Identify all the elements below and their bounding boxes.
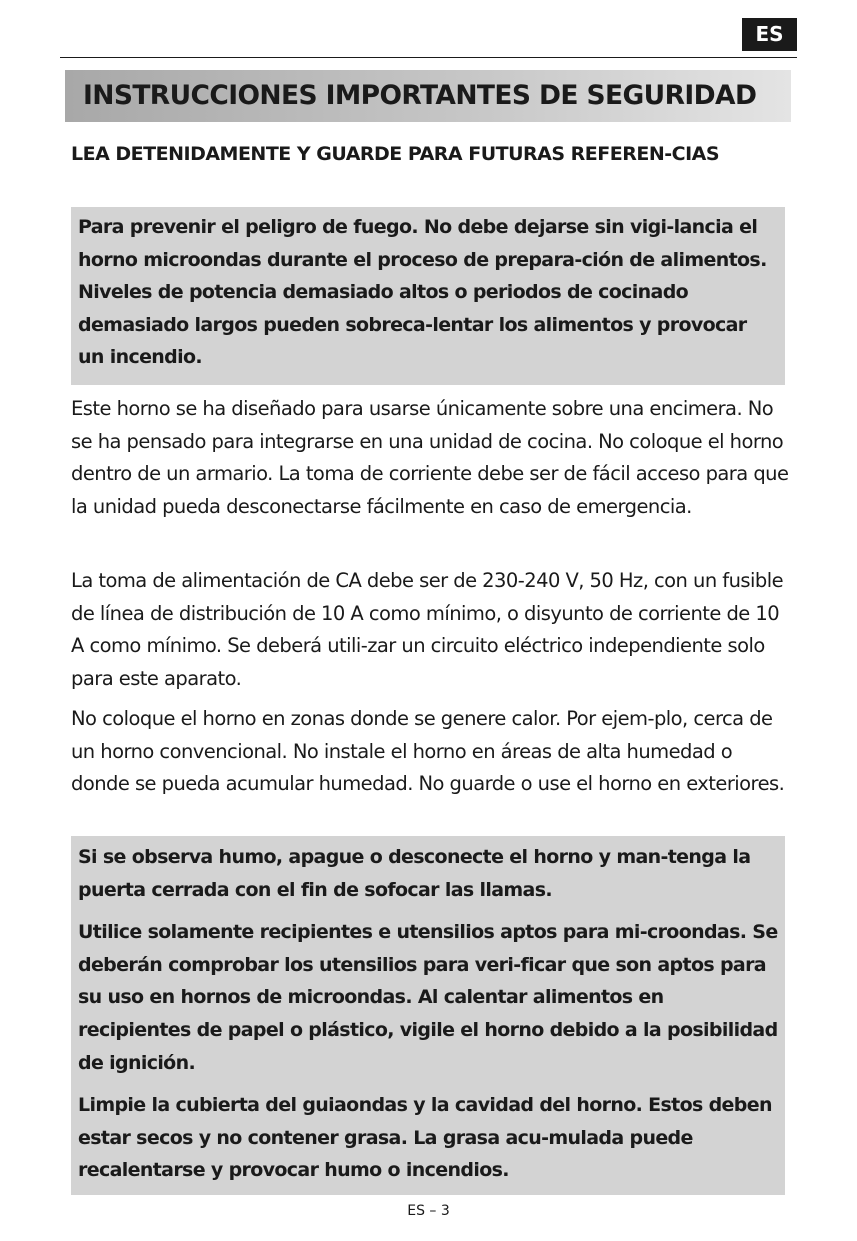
installation-paragraph bbox=[71, 393, 789, 523]
location-paragraph bbox=[71, 703, 789, 801]
paragraph-location: No coloque el horno en zonas donde se genere calor. Por ejem-plo, cerca de un horno convencional. No instale el horno en áreas de alta humedad o donde se pueda acumular humedad. No guarde o use el horno en exteriores. bbox=[71, 707, 785, 796]
page-title: INSTRUCCIONES IMPORTANTES DE SEGURIDAD bbox=[83, 80, 757, 111]
warning-containers: Utilice solamente recipientes e utensilios aptos para mi-croondas. Se deberán comprobar los utensilios para veri-ficar que son aptos para su uso en hornos de microondas. Al calentar alimentos en recipientes de papel o plástico, vigile el horno debido a la posibilidad de ignición. bbox=[78, 921, 778, 1074]
warning-cleaning: Limpie la cubierta del guiaondas y la cavidad del horno. Estos deben estar secos y no contener grasa. La grasa acu-mulada puede recalentarse y provocar humo o incendios. bbox=[78, 1094, 772, 1182]
safety-warning-box bbox=[71, 836, 785, 1195]
power-supply-paragraph bbox=[71, 565, 789, 695]
title-banner bbox=[65, 70, 791, 122]
fire-warning-box bbox=[71, 207, 785, 385]
paragraph-countertop: Este horno se ha diseñado para usarse únicamente sobre una encimera. No se ha pensado para integrarse en una unidad de cocina. No coloque el horno dentro de un armario. La toma de corriente debe ser de fácil acceso para que la unidad pueda desconectarse fácilmente en caso de emergencia. bbox=[71, 397, 789, 518]
page-number: ES – 3 bbox=[407, 1203, 450, 1219]
header-divider bbox=[60, 57, 797, 58]
section-subheading: LEA DETENIDAMENTE Y GUARDE PARA FUTURAS REFEREN-CIAS bbox=[71, 143, 720, 165]
language-badge: ES bbox=[742, 18, 797, 51]
fire-warning-text: Para prevenir el peligro de fuego. No debe dejarse sin vigi-lancia el horno microondas durante el proceso de prepara-ción de alimentos. Niveles de potencia demasiado altos o periodos de cocinado demasiado largos pueden sobreca-lentar los alimentos y provocar un incendio. bbox=[78, 216, 767, 369]
warning-smoke: Si se observa humo, apague o desconecte el horno y man-tenga la puerta cerrada con el fin de sofocar las llamas. bbox=[78, 846, 751, 901]
paragraph-power-supply: La toma de alimentación de CA debe ser de 230-240 V, 50 Hz, con un fusible de línea de distribución de 10 A como mínimo, o disyunto de corriente de 10 A como mínimo. Se deberá utili-zar un circuito eléctrico independiente solo para este aparato. bbox=[71, 569, 784, 690]
